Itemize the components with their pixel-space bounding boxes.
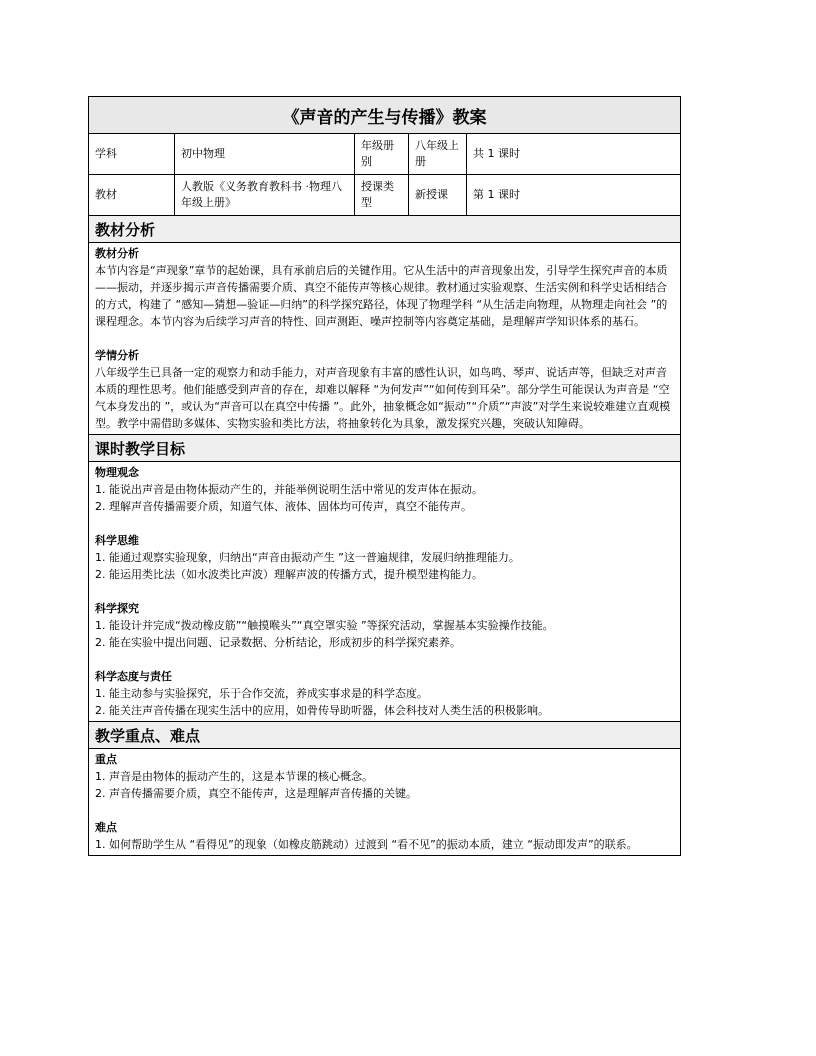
goal-group-title: 科学探究: [95, 602, 139, 615]
goal-item: 2. 能在实验中提出问题、记录数据、分析结论，形成初步的科学探究素养。: [95, 636, 461, 649]
lesson-type-value: 新授课: [409, 175, 467, 216]
goal-item: 1. 能主动参与实验探究，乐于合作交流，养成实事求是的科学态度。: [95, 687, 428, 700]
grade-label: 年级册别: [355, 134, 409, 175]
focus-item: 2. 声音传播需要介质，真空不能传声，这是理解声音传播的关键。: [95, 787, 417, 800]
goal-group-title: 物理观念: [95, 466, 139, 479]
info-row-textbook: [89, 175, 681, 216]
document-title: 《声音的产生与传播》教案: [89, 97, 681, 134]
student-analysis-subheading: 学情分析: [95, 349, 139, 362]
section-heading-analysis: 教材分析: [89, 216, 681, 243]
subject-value: 初中物理: [175, 134, 355, 175]
total-hours-value: 共 1 课时: [467, 134, 681, 175]
goal-group-title: 科学态度与责任: [95, 670, 172, 683]
difficulty-item: 1. 如何帮助学生从 “看得见”的现象（如橡皮筋跳动）过渡到 “看不见”的振动本质，建立 “振动即发声”的联系。: [95, 838, 638, 851]
focus-subheading: 重点: [95, 753, 117, 766]
keypoints-content: [89, 749, 681, 856]
textbook-label: 教材: [89, 175, 175, 216]
analysis-content: [89, 243, 681, 435]
goal-item: 2. 能运用类比法（如水波类比声波）理解声波的传播方式，提升模型建构能力。: [95, 568, 483, 581]
lesson-plan-table: [88, 96, 681, 856]
lesson-type-label: 授课类型: [355, 175, 409, 216]
lesson-number-value: 第 1 课时: [467, 175, 681, 216]
goals-content: [89, 462, 681, 722]
section-heading-goals: 课时教学目标: [89, 435, 681, 462]
textbook-analysis-text: 本节内容是“声现象”章节的起始课，具有承前启后的关键作用。它从生活中的声音现象出发，引导学生探究声音的本质 ——振动，并逐步揭示声音传播需要介质、真空不能传声等核心规律。教材通过实验观察、生活实例和科学史话相结合的方式，构建了 “感知—猜想—验证—归纳”的科学探究路径，体现了物理学科 “从生活走向物理，从物理走向社会 ”的课程理念。本节内容为后续学习声音的特性、回声测距、噪声控制等内容奠定基础，是理解声学知识体系的基石。: [95, 264, 668, 328]
goal-item: 2. 能关注声音传播在现实生活中的应用，如骨传导助听器，体会科技对人类生活的积极影响。: [95, 704, 549, 717]
goal-item: 2. 理解声音传播需要介质，知道气体、液体、固体均可传声，真空不能传声。: [95, 500, 472, 513]
grade-value: 八年级上册: [409, 134, 467, 175]
section-heading-keypoints: 教学重点、难点: [89, 722, 681, 749]
goal-group-title: 科学思维: [95, 534, 139, 547]
student-analysis-text: 八年级学生已具备一定的观察力和动手能力，对声音现象有丰富的感性认识，如鸟鸣、琴声、说话声等，但缺乏对声音本质的理性思考。他们能感受到声音的存在，却难以解释 “为何发声”“如何传到耳朵”。部分学生可能误认为声音是 “空气本身发出的 ”，或认为“声音可以在真空中传播 ”。此外，抽象概念如“振动”“介质”“声波”对学生来说较难建立直观模型。教学中需借助多媒体、实物实验和类比方法，将抽象转化为具象，激发探究兴趣，突破认知障碍。: [95, 366, 671, 430]
goal-item: 1. 能设计并完成“拨动橡皮筋”“触摸喉头”“真空罩实验 ”等探究活动，掌握基本实验操作技能。: [95, 619, 554, 632]
subject-label: 学科: [89, 134, 175, 175]
textbook-analysis-subheading: 教材分析: [95, 247, 139, 260]
textbook-value: 人教版《义务教育教科书 ·物理八年级上册》: [175, 175, 355, 216]
info-row-subject: [89, 134, 681, 175]
focus-item: 1. 声音是由物体的振动产生的，这是本节课的核心概念。: [95, 770, 373, 783]
goal-item: 1. 能通过观察实验现象，归纳出“声音由振动产生 ”这一普遍规律，发展归纳推理能力。: [95, 551, 520, 564]
difficulty-subheading: 难点: [95, 821, 117, 834]
goal-item: 1. 能说出声音是由物体振动产生的，并能举例说明生活中常见的发声体在振动。: [95, 483, 483, 496]
lesson-plan-document: [88, 96, 680, 856]
